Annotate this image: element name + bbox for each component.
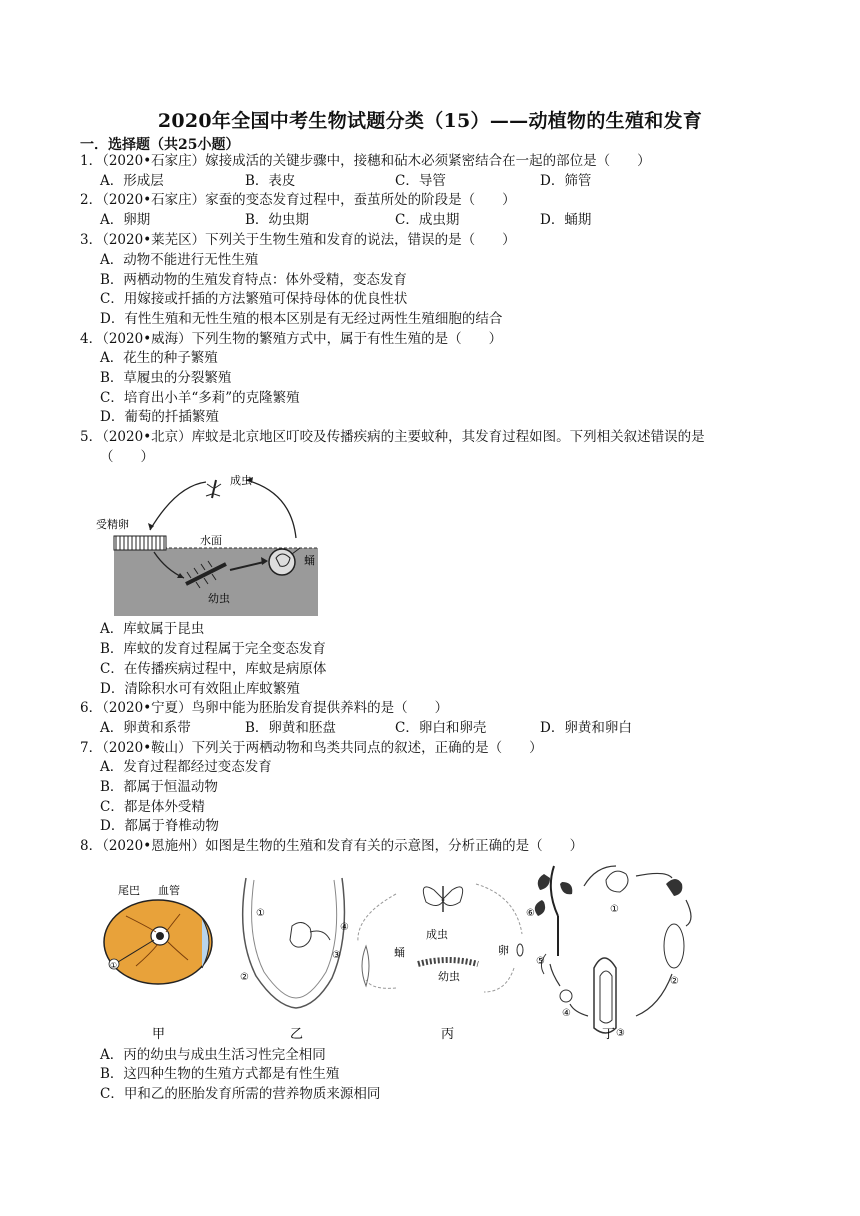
q5-option-c: C．在传播疾病过程中，库蚊是病原体 bbox=[100, 661, 327, 677]
bing-label-egg: 卵 bbox=[498, 944, 509, 957]
q5-option-a: A．库蚊属于昆虫 bbox=[100, 621, 205, 637]
q7-option-a: A．发育过程都经过变态发育 bbox=[100, 759, 272, 775]
q2-option-d: D．蛹期 bbox=[540, 212, 592, 228]
figure-label-jia: 甲 bbox=[152, 1027, 166, 1042]
question-7-stem: 7．（2020•鞍山）下列关于两栖动物和鸟类共同点的叙述，正确的是（ ） bbox=[80, 740, 543, 756]
q6-option-d: D．卵黄和卵白 bbox=[540, 720, 632, 736]
ding-label-4: ④ bbox=[562, 1008, 571, 1019]
q1-option-b: B．表皮 bbox=[245, 173, 296, 189]
q4-option-b: B．草履虫的分裂繁殖 bbox=[100, 370, 232, 386]
ding-label-3: ③ bbox=[616, 1028, 625, 1039]
q8-option-b: B．这四种生物的生殖方式都是有性生殖 bbox=[100, 1066, 340, 1082]
jia-label-1: ① bbox=[110, 961, 118, 970]
figure-label-yi: 乙 bbox=[290, 1027, 304, 1042]
q5-option-b: B．库蚊的发育过程属于完全变态发育 bbox=[100, 641, 326, 657]
question-8-stem: 8．（2020•恩施州）如图是生物的生殖和发育有关的示意图，分析正确的是（ ） bbox=[80, 838, 584, 854]
question-6-stem: 6．（2020•宁夏）鸟卵中能为胚胎发育提供养料的是（ ） bbox=[80, 700, 449, 716]
q2-option-c: C．成虫期 bbox=[395, 212, 460, 228]
question-5-stem-cont: （ ） bbox=[100, 449, 154, 465]
q8-option-c: C．甲和乙的胚胎发育所需的营养物质来源相同 bbox=[100, 1086, 381, 1102]
question-5-stem: 5．（2020•北京）库蚊是北京地区叮咬及传播疾病的主要蚊种，其发育过程如图。下列相关叙述错误的是 bbox=[80, 429, 705, 445]
reproduction-figure bbox=[96, 856, 716, 1044]
label-water: 水面 bbox=[200, 534, 222, 547]
adult-mosquito-drawing bbox=[206, 480, 221, 498]
q1-option-c: C．导管 bbox=[395, 173, 446, 189]
q1-option-d: D．筛管 bbox=[540, 173, 592, 189]
question-2-stem: 2．（2020•石家庄）家蚕的变态发育过程中，蚕茧所处的阶段是（ ） bbox=[80, 192, 516, 208]
q7-option-c: C．都是体外受精 bbox=[100, 799, 205, 815]
q6-option-c: C．卵白和卵壳 bbox=[395, 720, 487, 736]
yi-label-4: ④ bbox=[340, 922, 349, 933]
bing-label-pupa: 蛹 bbox=[394, 946, 405, 959]
mosquito-lifecycle-figure bbox=[96, 466, 318, 616]
label-larva: 幼虫 bbox=[208, 592, 230, 605]
figure-label-bing: 丙 bbox=[441, 1027, 455, 1042]
q1-option-a: A．形成层 bbox=[100, 173, 164, 189]
q4-option-a: A．花生的种子繁殖 bbox=[100, 350, 218, 366]
label-pupa: 蛹 bbox=[304, 554, 315, 567]
ding-label-2: ② bbox=[670, 976, 679, 987]
yi-label-1: ① bbox=[256, 908, 265, 919]
ding-label-5: ⑤ bbox=[536, 956, 545, 967]
jia-label-tail: 尾巴 bbox=[118, 884, 140, 897]
arrow-pupa-to-adult bbox=[246, 480, 296, 538]
label-egg: 受精卵 bbox=[96, 518, 129, 531]
q2-option-a: A．卵期 bbox=[100, 212, 151, 228]
ding-label-1: ① bbox=[610, 904, 619, 915]
page-title: 2020年全国中考生物试题分类（15）——动植物的生殖和发育 bbox=[157, 110, 703, 132]
bing-label-larva: 幼虫 bbox=[438, 970, 460, 983]
question-1-stem: 1．（2020•石家庄）嫁接成活的关键步骤中，接穗和砧木必须紧密结合在一起的部位是（ ） bbox=[80, 153, 651, 169]
q3-option-c: C．用嫁接或扦插的方法繁殖可保持母体的优良性状 bbox=[100, 291, 408, 307]
q2-option-b: B．幼虫期 bbox=[245, 212, 309, 228]
q3-option-a: A．动物不能进行无性生殖 bbox=[100, 252, 259, 268]
label-adult: 成虫 bbox=[230, 474, 252, 487]
figure-jia-egg bbox=[104, 900, 212, 984]
egg-raft bbox=[114, 536, 166, 550]
q7-option-d: D．都属于脊椎动物 bbox=[100, 818, 219, 834]
figure-label-ding: 丁 bbox=[602, 1027, 616, 1042]
arrow-adult-to-egg bbox=[150, 482, 206, 530]
q3-option-d: D．有性生殖和无性生殖的根本区别是有无经过两性生殖细胞的结合 bbox=[100, 311, 503, 327]
q4-option-c: C．培育出小羊“多莉”的克隆繁殖 bbox=[100, 390, 300, 406]
yi-label-2: ② bbox=[240, 972, 249, 983]
question-3-stem: 3．（2020•莱芜区）下列关于生物生殖和发育的说法，错误的是（ ） bbox=[80, 232, 516, 248]
q6-option-a: A．卵黄和系带 bbox=[100, 720, 191, 736]
q3-option-b: B．两栖动物的生殖发育特点：体外受精，变态发育 bbox=[100, 272, 407, 288]
q5-option-d: D．清除积水可有效阻止库蚊繁殖 bbox=[100, 681, 300, 697]
figure-ding-plant bbox=[535, 866, 691, 1033]
q7-option-b: B．都属于恒温动物 bbox=[100, 779, 218, 795]
q8-option-a: A．丙的幼虫与成虫生活习性完全相同 bbox=[100, 1047, 326, 1063]
jia-label-vessel: 血管 bbox=[158, 884, 180, 897]
section-heading: 一．选择题（共25小题） bbox=[80, 137, 240, 153]
figure-yi-uterus bbox=[243, 878, 345, 1008]
bing-label-adult: 成虫 bbox=[426, 928, 448, 941]
ding-label-6: ⑥ bbox=[526, 908, 535, 919]
question-4-stem: 4．（2020•威海）下列生物的繁殖方式中，属于有性生殖的是（ ） bbox=[80, 331, 503, 347]
q4-option-d: D．葡萄的扦插繁殖 bbox=[100, 409, 219, 425]
yi-label-3: ③ bbox=[332, 950, 341, 961]
q6-option-b: B．卵黄和胚盘 bbox=[245, 720, 336, 736]
